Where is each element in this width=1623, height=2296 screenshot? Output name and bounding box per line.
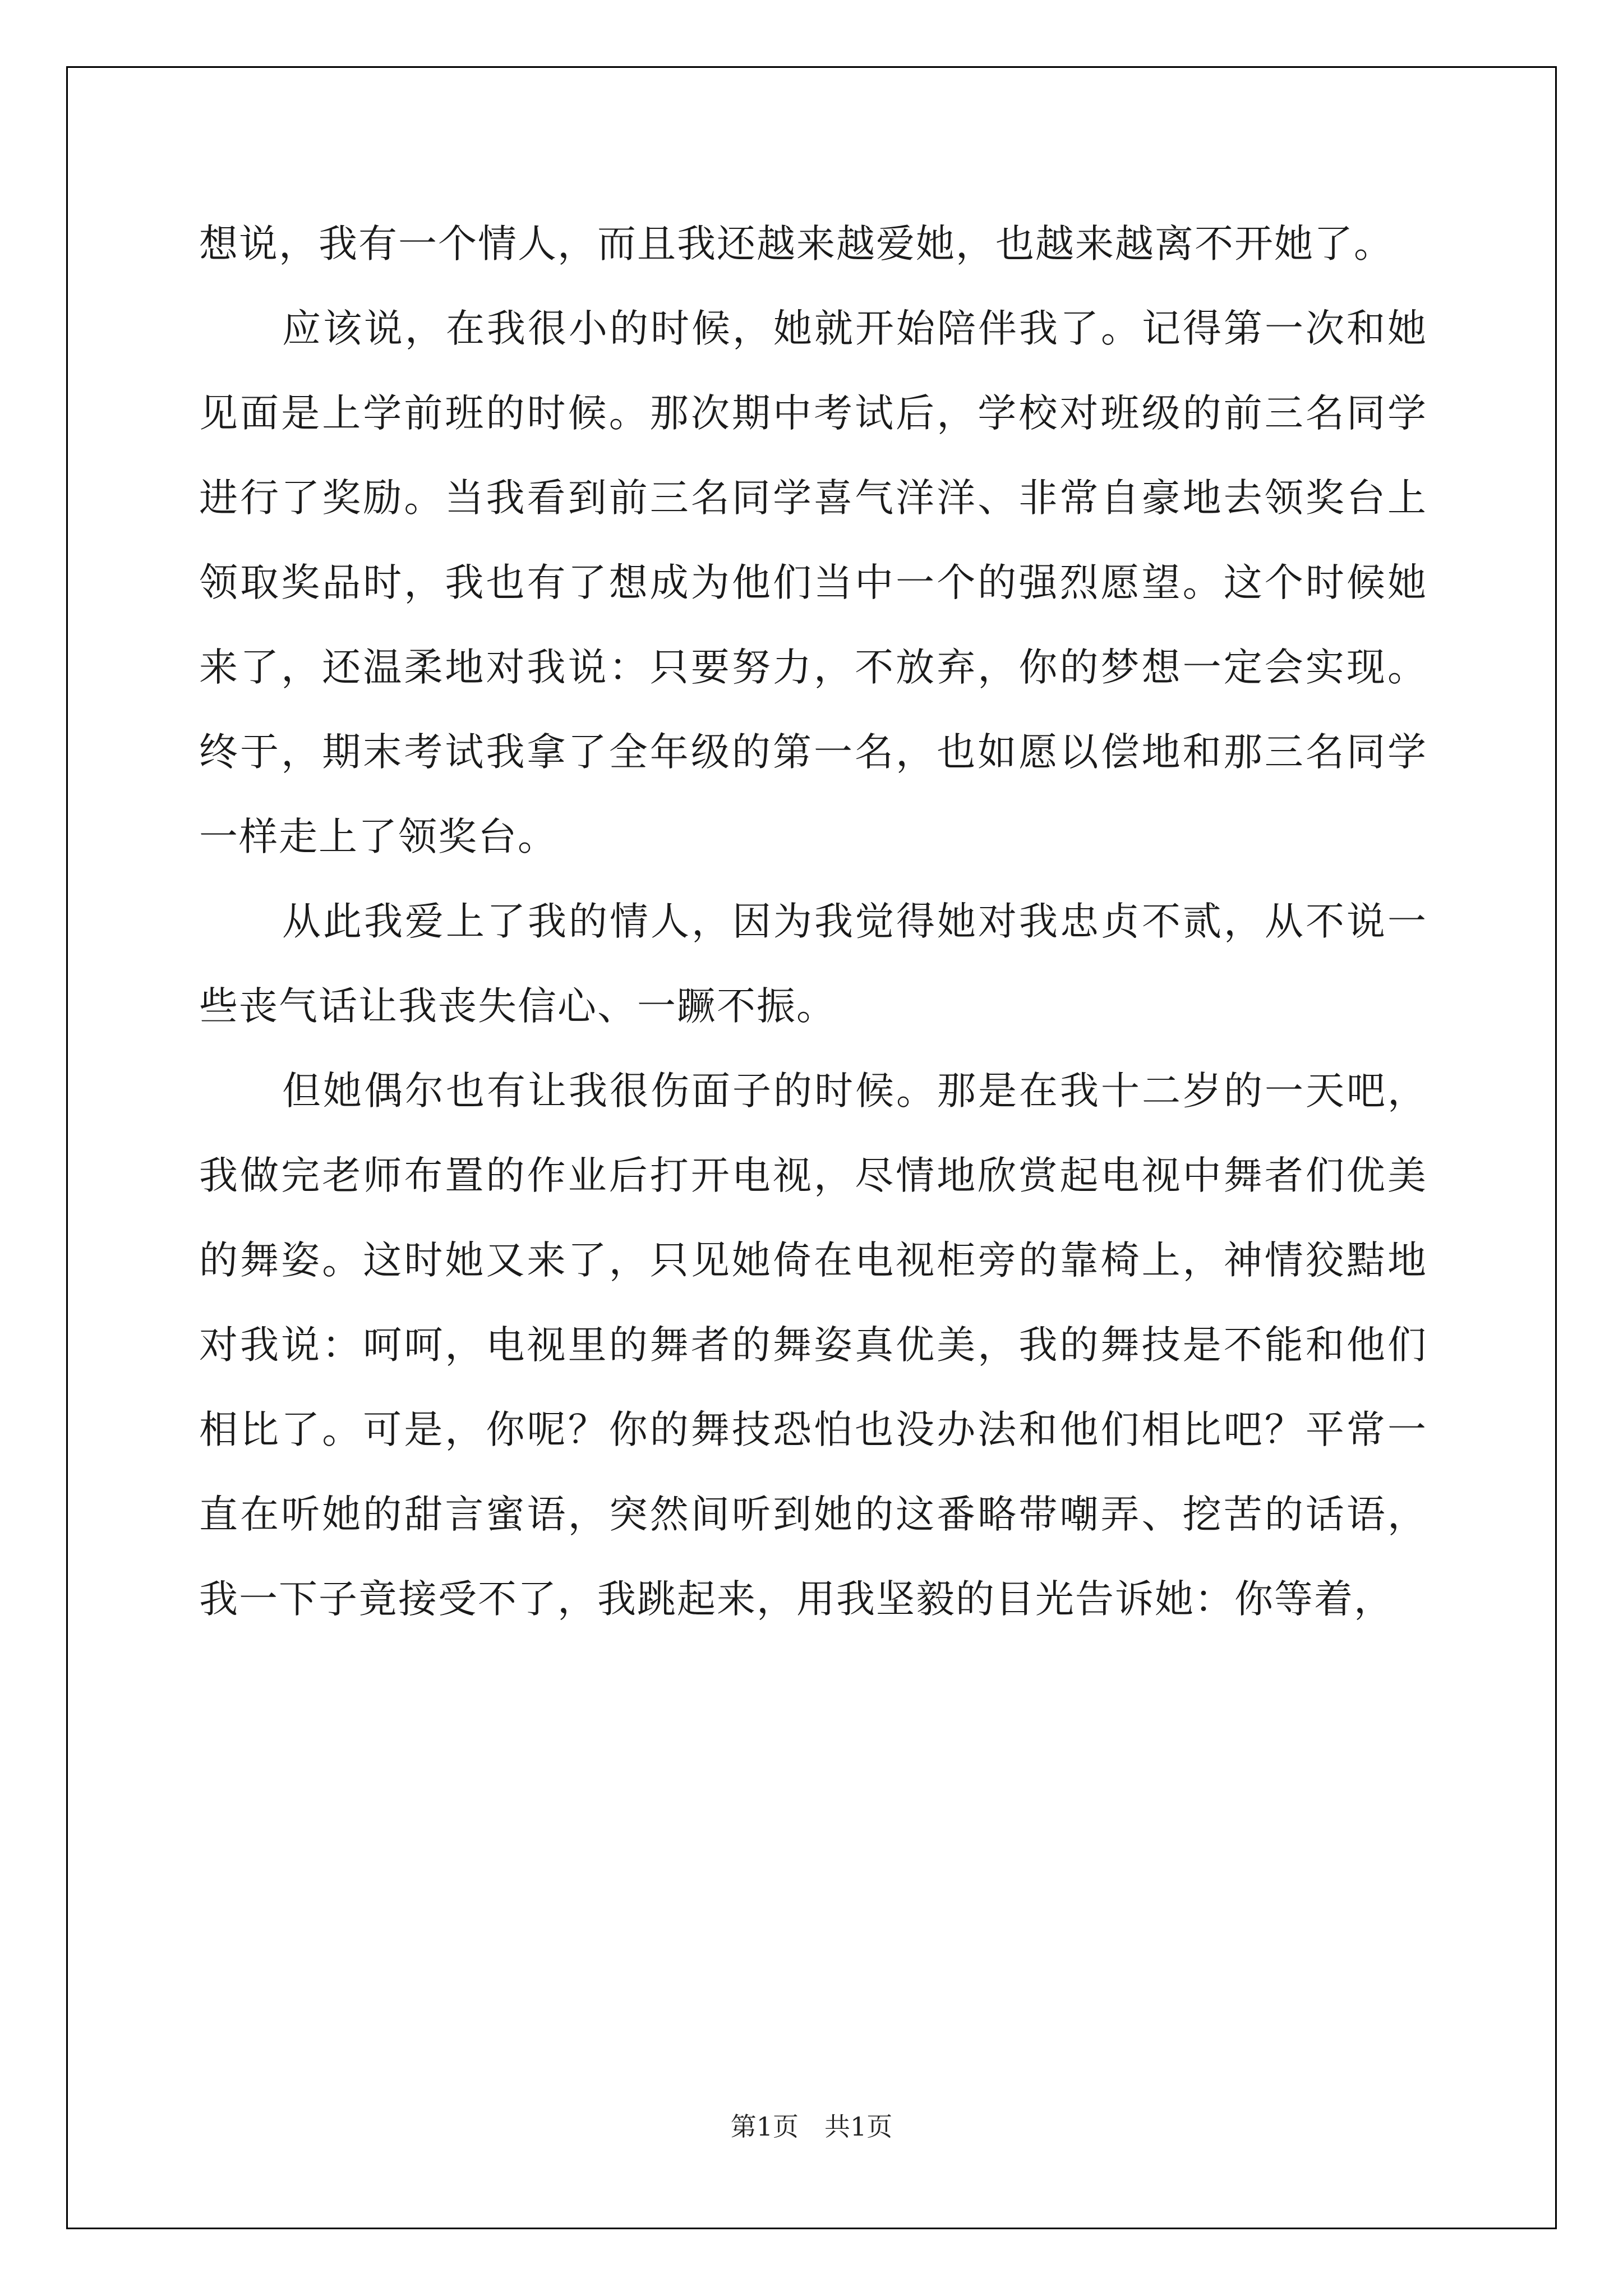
paragraph-2: 应该说，在我很小的时候，她就开始陪伴我了。记得第一次和她见面是上学前班的时候。那次期中考试后，学校对班级的前三名同学进行了奖励。当我看到前三名同学喜气洋洋、非常自豪地去领奖台上领取奖品时，我也有了想成为他们当中一个的强烈愿望。这个时候她来了，还温柔地对我说：只要努力，不放弃，你的梦想一定会实现。终于，期末考试我拿了全年级的第一名，也如愿以偿地和那三名同学一样走上了领奖台。	[199, 306, 1427, 859]
paragraph-4: 但她偶尔也有让我很伤面子的时候。那是在我十二岁的一天吧，我做完老师布置的作业后打开电视，尽情地欣赏起电视中舞者们优美的舞姿。这时她又来了，只见她倚在电视柜旁的靠椅上，神情狡黠地对我说：呵呵，电视里的舞者的舞姿真优美，我的舞技是不能和他们相比了。可是，你呢？你的舞技恐怕也没办法和他们相比吧？平常一直在听她的甜言蜜语，突然间听到她的这番略带嘲弄、挖苦的话语，我一下子竟接受不了，我跳起来，用我坚毅的目光告诉她：你等着，	[199, 1069, 1427, 1622]
document-body	[199, 202, 1427, 1642]
paragraph-1: 想说，我有一个情人，而且我还越来越爱她，也越来越离不开她了。	[199, 222, 1394, 266]
page-total: 共1页	[824, 2111, 893, 2142]
page-footer	[0, 2106, 1623, 2143]
page-number: 第1页	[730, 2111, 799, 2142]
paragraph-3: 从此我爱上了我的情人，因为我觉得她对我忠贞不贰，从不说一些丧气话让我丧失信心、一蹶不振。	[199, 899, 1427, 1029]
